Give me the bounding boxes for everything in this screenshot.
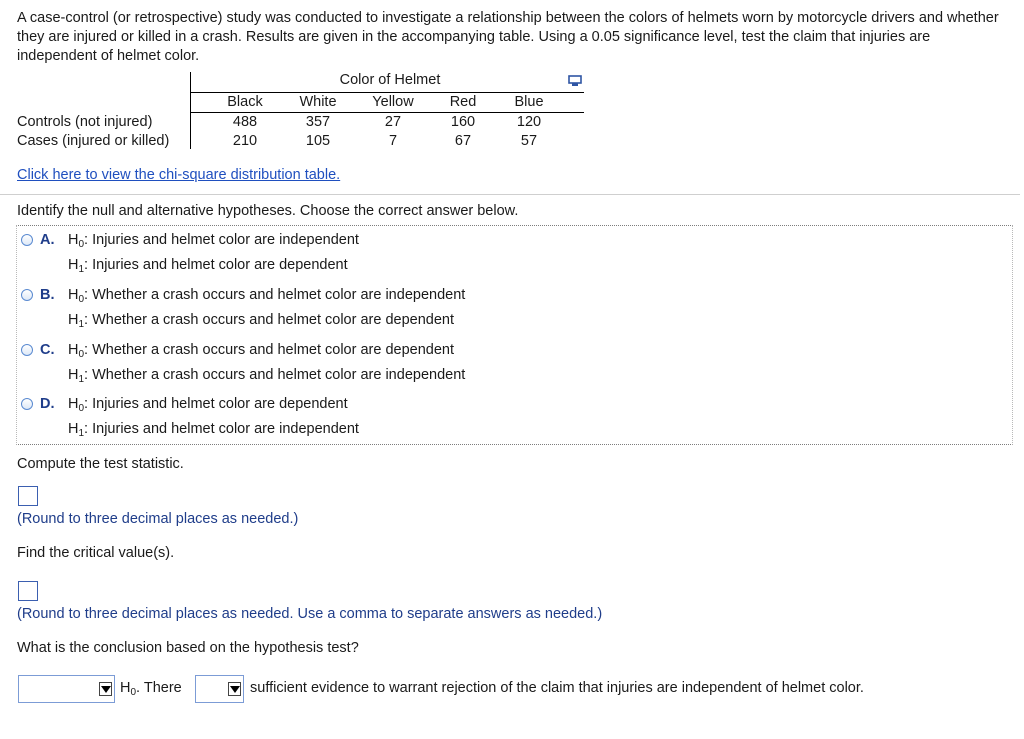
table-cell: 105 [305, 133, 331, 149]
test-statistic-input[interactable] [18, 486, 38, 506]
table-row-label: Controls (not injured) [17, 114, 153, 130]
table-cell: 357 [305, 114, 331, 130]
option-a-h1: $H_1$: Injuries and helmet color are dependent [68, 257, 348, 275]
option-c-radio[interactable] [21, 344, 33, 356]
option-a-radio[interactable] [21, 234, 33, 246]
option-d-radio[interactable] [21, 398, 33, 410]
option-a-letter: A. [40, 232, 55, 248]
option-c-h1: $H_1$: Whether a crash occurs and helmet color are independent [68, 367, 466, 385]
decision-select[interactable] [18, 675, 115, 703]
option-c-letter: C. [40, 342, 55, 358]
table-cell: 210 [232, 133, 258, 149]
table-cell: 160 [450, 114, 476, 130]
option-d-h0: $H_0$: Injuries and helmet color are dependent [68, 396, 348, 414]
option-d-h1: $H_1$: Injuries and helmet color are independent [68, 421, 359, 439]
chi-square-table-link[interactable]: Click here to view the chi-square distribution table. [17, 167, 341, 183]
option-b-letter: B. [40, 287, 55, 303]
table-cell: 120 [516, 114, 542, 130]
table-header-white: White [299, 94, 337, 110]
test-statistic-hint: (Round to three decimal places as needed.) [17, 511, 299, 527]
option-b-h0: $H_0$: Whether a crash occurs and helmet color are independent [68, 287, 466, 305]
hypotheses-prompt: Identify the null and alternative hypotheses. Choose the correct answer below. [17, 203, 519, 219]
copy-data-icon[interactable] [568, 75, 582, 87]
option-b-h1: $H_1$: Whether a crash occurs and helmet color are dependent [68, 312, 455, 330]
evidence-select[interactable] [195, 675, 244, 703]
table-header-blue: Blue [514, 94, 544, 110]
chevron-down-icon [228, 682, 241, 696]
table-column-title: Color of Helmet [339, 72, 441, 88]
critical-value-prompt: Find the critical value(s). [17, 545, 175, 561]
test-statistic-prompt: Compute the test statistic. [17, 456, 184, 472]
conclusion-tail-text: sufficient evidence to warrant rejection of the claim that injuries are independent of helmet color. [250, 680, 864, 696]
table-cell: 67 [454, 133, 472, 149]
table-row-label: Cases (injured or killed) [17, 133, 170, 149]
chevron-down-icon [99, 682, 112, 696]
table-divider-vertical [190, 72, 191, 149]
problem-statement: A case-control (or retrospective) study was conducted to investigate a relationship between the colors of helmets worn by motorcycle drivers and whether they are injured or killed in a crash. Results are given in the accompanying table. Using a 0.05 significance level, test the claim that injuries are independent of helmet color. [17, 10, 999, 64]
table-divider-body [190, 112, 584, 113]
table-cell: 7 [388, 133, 398, 149]
option-c-h0: $H_0$: Whether a crash occurs and helmet color are dependent [68, 342, 455, 360]
table-header-red: Red [449, 94, 477, 110]
section-divider [0, 194, 1020, 195]
table-cell: 488 [232, 114, 258, 130]
table-divider-header [190, 92, 584, 93]
table-cell: 27 [384, 114, 402, 130]
table-cell: 57 [520, 133, 538, 149]
option-a-h0: $H_0$: Injuries and helmet color are independent [68, 232, 359, 250]
table-header-black: Black [227, 94, 263, 110]
conclusion-h0-text: $H_0$. There [120, 680, 182, 698]
critical-value-hint: (Round to three decimal places as needed. Use a comma to separate answers as needed.) [17, 606, 603, 622]
option-d-letter: D. [40, 396, 55, 412]
table-header-yellow: Yellow [372, 94, 414, 110]
critical-value-input[interactable] [18, 581, 38, 601]
option-b-radio[interactable] [21, 289, 33, 301]
conclusion-prompt: What is the conclusion based on the hypothesis test? [17, 640, 359, 656]
